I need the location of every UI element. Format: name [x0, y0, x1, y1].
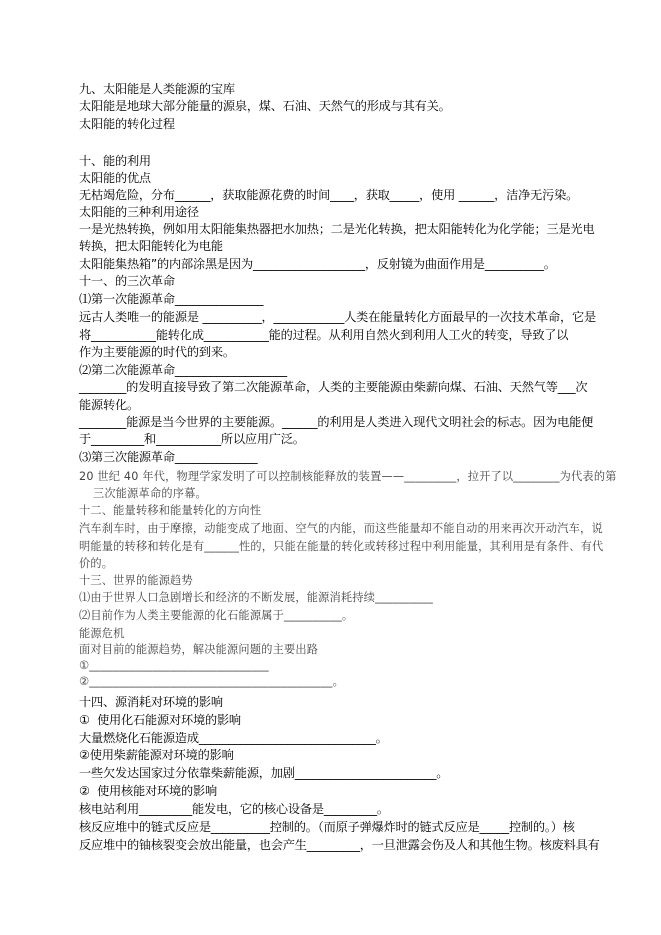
document-line: 一是光热转换，例如用太阳能集热器把水加热；二是光化转换，把太阳能转化为化学能；三是光电: [79, 222, 595, 236]
document-line: 核反应堆中的链式反应是__________控制的。（而原子弹爆炸时的链式反应是_____控制的。）核: [79, 820, 575, 834]
document-line: ②使用柴薪能源对环境的影响: [79, 748, 234, 762]
document-line: 三次能源革命的序幕。: [93, 487, 207, 500]
document-line: 十、能的利用: [79, 154, 151, 168]
document-line: 大量燃烧化石能源造成______________________________。: [79, 731, 388, 745]
document-line: 于_________和___________所以应用广泛。: [79, 432, 305, 446]
document-line: 一些欠发达国家过分依靠柴薪能源，加剧________________________。: [79, 766, 449, 780]
document-line: 面对目前的能源趋势，解决能源问题的主要出路: [79, 643, 319, 656]
document-line: 能源危机: [79, 627, 125, 640]
document-line: ① 使用化石能源对环境的影响: [79, 713, 241, 727]
document-line: 太阳能是地球大部分能量的源泉，煤、石油、天然气的形成与其有关。: [79, 99, 451, 113]
document-line: 太阳能的三种利用途径: [79, 205, 199, 219]
document-line: 十一、的三次革命: [79, 274, 175, 288]
document-line: 太阳能集热箱”的内部涂黑是因为___________________，反射镜为曲面作用是__________。: [79, 257, 556, 271]
document-line: 反应堆中的铀核裂变会放出能量，也会产生_________，一旦泄露会伤及人和其他生物。核废料具有: [79, 838, 600, 852]
document-line: 核电站利用_________能发电，它的核心设备是_________。: [79, 802, 389, 816]
document-line: ⑴第一次能源革命_______________: [79, 292, 264, 306]
document-line: 无枯竭危险，分布______，获取能源花费的时间____，获取_____，使用 ______，洁净无污染。: [79, 188, 579, 202]
document-line: 价的。: [79, 557, 114, 570]
document-line: 能源转化。: [79, 398, 139, 412]
document-line: ⑵目前作为人类主要能源的化石能源属于__________。: [79, 609, 354, 622]
document-line: 十三、世界的能源趋势: [79, 574, 193, 587]
document-line: 十二、能量转移和能量转化的方向性: [79, 504, 262, 517]
document-line: 明能量的转移和转化是有______性的，只能在能量的转化或转移过程中利用能量，其利用是有条件、有代: [79, 540, 604, 553]
document-line: 太阳能的优点: [79, 171, 151, 185]
document-line: ⑴由于世界人口急剧增长和经济的不断发展，能源消耗持续__________: [79, 591, 434, 604]
document-line: 20 世纪 40 年代，物理学家发明了可以控制核能释放的装置——_________，拉开了以________为代表的第: [79, 470, 617, 483]
document-line: 转换，把太阳能转化为电能: [79, 239, 223, 253]
document-line: ⑵第二次能源革命___________________: [79, 363, 287, 377]
document-line: ②__________________________________________。: [79, 675, 344, 688]
document-line: ①_______________________________: [79, 659, 269, 672]
document-line: ② 使用核能对环境的影响: [79, 784, 217, 798]
document-line: 太阳能的转化过程: [79, 117, 175, 131]
document-line: ________的发明直接导致了第二次能源革命，人类的主要能源由柴薪向煤、石油、天然气等___次: [79, 380, 588, 394]
document-line: 汽车刹车时，由于摩擦，动能变成了地面、空气的内能，而这些能量却不能自动的用来再次开动汽车，说: [79, 522, 603, 535]
document-line: ________能源是当今世界的主要能源。______的利用是人类进入现代文明社会的标志。因为电能便: [79, 415, 594, 429]
document-line: ⑶第三次能源革命______________: [79, 450, 258, 464]
document-line: 九、太阳能是人类能源的宝库: [79, 82, 235, 96]
document-line: 将___________能转化成___________能的过程。从利用自然火到利用人工火的转变，导致了以: [79, 328, 569, 342]
document-line: 作为主要能源的时代的到来。: [79, 345, 235, 359]
document-line: 远古人类唯一的能源是 __________，____________人类在能量转化方面最早的一次技术革命，它是: [79, 310, 596, 324]
document-line: 十四、源消耗对环境的影响: [79, 695, 223, 709]
